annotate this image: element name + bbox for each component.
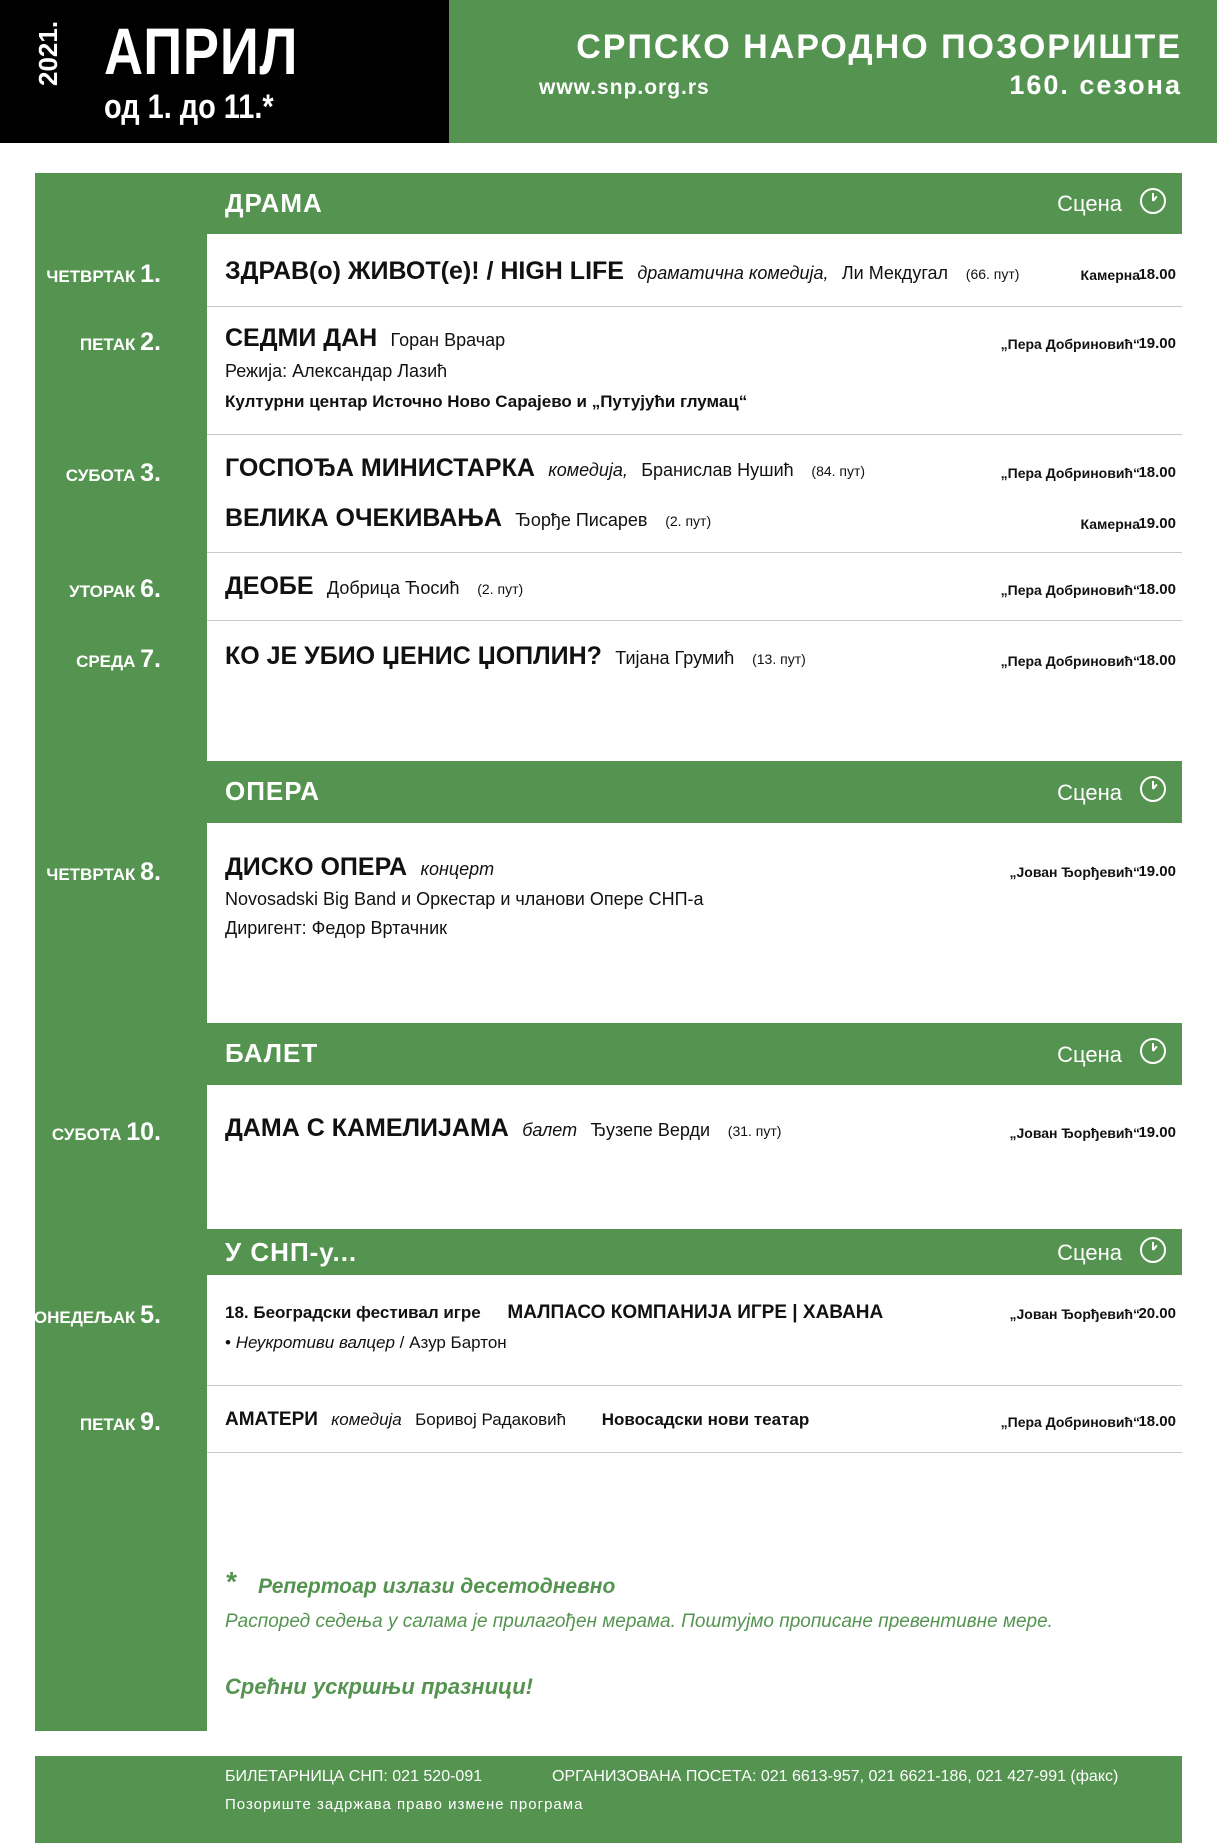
piece-author: / Азур Бартон: [394, 1333, 507, 1352]
event-time: 18.00: [1138, 464, 1176, 481]
venue: „Пера Добриновић“: [1000, 465, 1140, 481]
event-title: ГОСПОЂА МИНИСТАРКА: [225, 454, 535, 482]
event-main-line: [225, 504, 711, 533]
venue: „Пера Добриновић“: [1000, 1414, 1140, 1430]
month: АПРИЛ: [104, 14, 299, 88]
venue: „Јован Ђорђевић“: [1009, 1125, 1140, 1141]
event-row: [46, 823, 1182, 1023]
event-title: ДИСКО ОПЕРА: [225, 853, 408, 881]
section-header-opera: [207, 761, 1182, 823]
event-main-line: [225, 454, 865, 483]
bullet: •: [225, 1333, 231, 1352]
event-day: ЧЕТВРТАК 1.: [46, 260, 161, 288]
event-day: СРЕДА 7.: [76, 645, 161, 673]
event-program: [225, 1333, 507, 1353]
event-genre: комедија: [331, 1410, 402, 1429]
section-header-snp: [207, 1229, 1182, 1275]
event-main-line: [225, 642, 806, 671]
event-row: [207, 486, 1182, 553]
event-title: КО ЈЕ УБИО ЏЕНИС ЏОПЛИН?: [225, 642, 602, 670]
event-title: СЕДМИ ДАН: [225, 324, 378, 352]
event-main-line: [225, 324, 505, 353]
event-performers: Novosadski Big Band и Оркестар и чланови Опере СНП-а: [225, 889, 704, 909]
scena-label: Сцена: [1057, 780, 1122, 805]
event-time: 18.00: [1138, 1413, 1176, 1430]
event-author: Горан Врачар: [390, 330, 506, 350]
performance-count: (84. пут): [811, 463, 866, 479]
clock-icon: [1140, 188, 1166, 214]
performance-count: (31. пут): [727, 1123, 782, 1139]
event-main-line: [225, 257, 1019, 286]
footer: [35, 1756, 1182, 1843]
left-date-strip: [35, 173, 207, 1731]
event-row: [69, 552, 1182, 621]
event-row: [21, 1275, 1182, 1386]
performance-count: (2. пут): [477, 581, 524, 597]
disclaimer: Позориште задржава право измене програма: [225, 1796, 584, 1813]
event-day: СУБОТА 10.: [51, 1118, 161, 1146]
piece-title: Неукротиви валцер: [235, 1333, 395, 1352]
event-title: АМАТЕРИ: [225, 1409, 318, 1430]
section-title: ОПЕРА: [225, 776, 321, 806]
section-title: У СНП-у...: [225, 1237, 358, 1267]
event-time: 18.00: [1138, 581, 1176, 598]
event-row: [79, 306, 1182, 435]
event-title: ДЕОБЕ: [225, 572, 314, 600]
event-row: [76, 620, 1182, 760]
event-day: СУБОТА 3.: [65, 459, 161, 487]
website-link[interactable]: www.snp.org.rs: [539, 76, 710, 99]
date-range: од 1. до 11.*: [104, 88, 274, 126]
venue: „Пера Добриновић“: [1000, 653, 1140, 669]
box-office-contact: БИЛЕТАРНИЦА СНП: 021 520-091: [225, 1768, 483, 1785]
event-author: Ђорђе Писарев: [515, 510, 648, 530]
event-time: 19.00: [1138, 863, 1176, 880]
performance-count: (66. пут): [965, 266, 1020, 282]
event-main-line: [225, 572, 523, 601]
event-title: ЗДРАВ(о) ЖИВОТ(е)! / HIGH LIFE: [225, 257, 624, 285]
event-director: Режија: Александар Лазић: [225, 361, 448, 381]
festival-name: 18. Београдски фестивал игре: [225, 1303, 481, 1322]
scena-label: Сцена: [1057, 191, 1122, 216]
event-day: ПЕТАК 9.: [79, 1408, 161, 1436]
event-time: 18.00: [1138, 652, 1176, 669]
event-author: Тијана Грумић: [615, 648, 735, 668]
theatre-name: СРПСКО НАРОДНО ПОЗОРИШТЕ: [576, 28, 1182, 66]
event-row: [51, 1085, 1182, 1229]
event-time: 19.00: [1138, 515, 1176, 532]
repertoire-note: Репертоар излази десетодневно: [258, 1575, 616, 1598]
performance-count: (13. пут): [752, 651, 806, 667]
event-genre: драматична комедија,: [637, 263, 829, 283]
event-company: Новосадски нови театар: [601, 1410, 810, 1429]
scena-label: Сцена: [1057, 1042, 1122, 1067]
seating-note: Распоред седења у салама је прилагођен мерама. Поштујмо прописане превентивне мере.: [225, 1611, 1053, 1632]
event-time: 19.00: [1138, 1124, 1176, 1141]
event-conductor: Диригент: Федор Вртачник: [225, 918, 448, 938]
venue: Камерна: [1080, 267, 1140, 283]
header-theatre-block: [449, 0, 1217, 143]
year: 2021.: [33, 20, 63, 86]
event-author: Боривој Радаковић: [415, 1410, 567, 1429]
event-row: [65, 434, 1182, 487]
venue: „Пера Добриновић“: [1000, 582, 1140, 598]
event-time: 18.00: [1138, 266, 1176, 283]
event-author: Ђузепе Верди: [590, 1120, 710, 1140]
event-day: УТОРАК 6.: [69, 575, 161, 603]
event-row: [79, 1385, 1182, 1453]
season: 160. сезона: [1009, 70, 1182, 100]
event-author: Ли Мекдугал: [841, 263, 948, 283]
event-genre: балет: [522, 1120, 578, 1140]
event-genre: концерт: [420, 859, 495, 879]
header-date-block: [0, 0, 449, 143]
event-title: МАЛПАСО КОМПАНИЈА ИГРЕ | ХАВАНА: [507, 1302, 884, 1323]
event-title: ДАМА С КАМЕЛИЈАМА: [225, 1114, 509, 1142]
organized-visit-contact: ОРГАНИЗОВАНА ПОСЕТА: 021 6613-957, 021 6621-186, 021 427-991 (факс): [552, 1768, 1119, 1785]
asterisk: *: [225, 1566, 236, 1597]
venue: „Пера Добриновић“: [1000, 336, 1140, 352]
section-title: БАЛЕТ: [225, 1038, 319, 1068]
scena-label: Сцена: [1057, 1240, 1122, 1265]
clock-icon: [1140, 1237, 1166, 1263]
event-producer: Културни центар Источно Ново Сарајево и „Путујући глумац“: [225, 392, 748, 411]
venue: Камерна: [1080, 516, 1140, 532]
venue: „Јован Ђорђевић“: [1009, 864, 1140, 880]
section-header-drama: [207, 173, 1182, 234]
event-author: Бранислав Нушић: [641, 460, 794, 480]
performance-count: (2. пут): [665, 513, 712, 529]
event-row: [46, 234, 1182, 307]
clock-icon: [1140, 1038, 1166, 1064]
event-day: ПОНЕДЕЉАК 5.: [21, 1301, 161, 1329]
easter-greeting: Срећни ускршњи празници!: [225, 1674, 533, 1699]
event-time: 19.00: [1138, 335, 1176, 352]
event-main-line: [225, 1409, 809, 1431]
event-main-line: [225, 1302, 883, 1324]
event-title: ВЕЛИКА ОЧЕКИВАЊА: [225, 504, 502, 532]
event-day: ПЕТАК 2.: [79, 328, 161, 356]
section-title: ДРАМА: [225, 188, 323, 218]
event-genre: комедија,: [548, 460, 628, 480]
event-main-line: [225, 853, 494, 882]
event-time: 20.00: [1138, 1305, 1176, 1322]
venue: „Јован Ђорђевић“: [1009, 1306, 1140, 1322]
clock-icon: [1140, 776, 1166, 802]
event-author: Добрица Ћосић: [326, 578, 460, 598]
event-day: ЧЕТВРТАК 8.: [46, 858, 161, 886]
section-header-ballet: [207, 1023, 1182, 1085]
event-main-line: [225, 1114, 781, 1143]
